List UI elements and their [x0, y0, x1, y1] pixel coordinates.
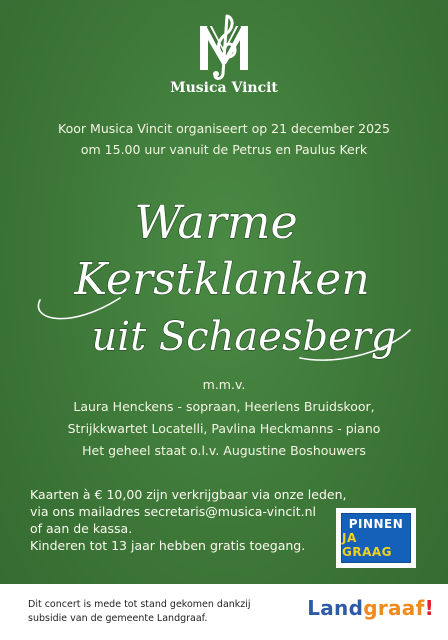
ticket-line: Kinderen tot 13 jaar hebben gratis toegang. — [30, 538, 306, 553]
landgraaf-logo-part2: graaf — [363, 596, 425, 620]
sponsor-text — [28, 598, 251, 626]
intro-line: Koor Musica Vincit organiseert op 21 december 2025 — [58, 121, 390, 136]
sponsor-line: subsidie van de gemeente Landgraaf. — [28, 613, 208, 624]
choir-logo — [0, 12, 448, 112]
performers-block — [0, 374, 448, 462]
landgraaf-logo-part1: Land — [307, 596, 364, 620]
ticket-line-email: via ons mailadres secretaris@musica-vincit.nl — [30, 504, 316, 519]
sponsor-line: Dit concert is mede tot stand gekomen dankzij — [28, 599, 251, 610]
performers-heading: m.m.v. — [202, 377, 246, 392]
performer-line: Strijkkwartet Locatelli, Pavlina Heckmanns - piano — [67, 421, 381, 436]
pin-badge-bottom: JA GRAAG — [342, 531, 393, 559]
sponsor-footer — [0, 584, 448, 640]
concert-title — [0, 180, 448, 370]
choir-name: Musica Vincit — [170, 80, 278, 96]
pin-badge-inner — [341, 513, 411, 563]
ticket-line: of aan de kassa. — [30, 521, 133, 536]
pin-payment-badge — [336, 508, 416, 568]
intro-text — [0, 118, 448, 160]
landgraaf-logo-part3: ! — [424, 596, 434, 620]
pin-badge-top: PINNEN — [348, 517, 404, 531]
title-line-2: Kerstklanken — [74, 254, 370, 305]
performer-line: Laura Henckens - sopraan, Heerlens Bruidskoor, — [73, 399, 375, 414]
mv-monogram-treble-clef-icon — [194, 12, 254, 82]
ticket-info — [30, 486, 347, 554]
title-line-3: uit Schaesberg — [91, 314, 397, 360]
title-line-1: Warme — [134, 195, 298, 249]
ticket-line: Kaarten à € 10,00 zijn verkrijgbaar via onze leden, — [30, 487, 347, 502]
landgraaf-logo — [307, 596, 434, 620]
intro-line: om 15.00 uur vanuit de Petrus en Paulus Kerk — [80, 142, 368, 157]
performer-line: Het geheel staat o.l.v. Augustine Boshouwers — [82, 443, 366, 458]
